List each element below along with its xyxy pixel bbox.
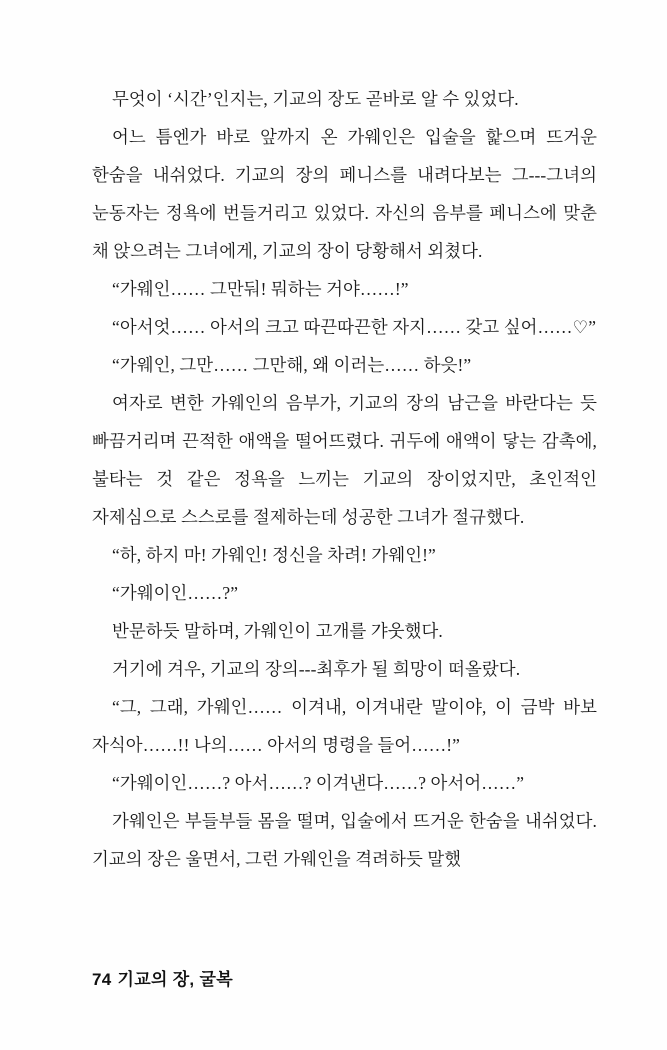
body-text (92, 80, 597, 878)
paragraph: “가웨인…… 그만둬! 뭐하는 거야……!” (112, 279, 409, 299)
paragraph: “아서엇…… 아서의 크고 따끈따끈한 자지…… 갖고 싶어……♡” (112, 317, 597, 337)
paragraph: “하, 하지 마! 가웨인! 정신을 차려! 가웨인!” (112, 545, 436, 565)
page-footer (92, 965, 233, 990)
paragraph: “그, 그래, 가웨인…… 이겨내, 이겨내란 말이야, 이 금박 바보 자식아……!! 나의…… 아서의 명령을 들어……!” (92, 697, 597, 755)
paragraph: 반문하듯 말하며, 가웨인이 고개를 갸웃했다. (112, 621, 443, 641)
paragraph: “가웨이인……?” (112, 583, 239, 603)
paragraph: 거기에 겨우, 기교의 장의---최후가 될 희망이 떠올랐다. (112, 659, 521, 679)
paragraph: 무엇이 ‘시간’인지는, 기교의 장도 곧바로 알 수 있었다. (112, 89, 519, 109)
running-title: 기교의 장, 굴복 (117, 970, 233, 989)
paragraph: 여자로 변한 가웨인의 음부가, 기교의 장의 남근을 바란다는 듯 빠끔거리며 끈적한 애액을 떨어뜨렸다. 귀두에 애액이 닿는 감촉에, 불타는 것 같은 정욕을 느끼는 기교의 장이었지만, 초인적인 자제심으로 스스로를 절제하는데 성공한 그녀가 절규했다. (92, 393, 597, 527)
paragraph: 어느 틈엔가 바로 앞까지 온 가웨인은 입술을 핥으며 뜨거운 한숨을 내쉬었다. 기교의 장의 페니스를 내려다보는 그---그녀의 눈동자는 정욕에 번들거리고 있었다. 자신의 음부를 페니스에 맞춘 채 앉으려는 그녀에게, 기교의 장이 당황해서 외쳤다. (92, 127, 597, 261)
paragraph: 가웨인은 부들부들 몸을 떨며, 입술에서 뜨거운 한숨을 내쉬었다. 기교의 장은 울면서, 그런 가웨인을 격려하듯 말했 (92, 811, 597, 869)
page-number: 74 (92, 970, 112, 989)
paragraph: “가웨인, 그만…… 그만해, 왜 이러는…… 하읏!” (112, 355, 472, 375)
paragraph: “가웨이인……? 아서……? 이겨낸다……? 아서어……” (112, 773, 525, 793)
